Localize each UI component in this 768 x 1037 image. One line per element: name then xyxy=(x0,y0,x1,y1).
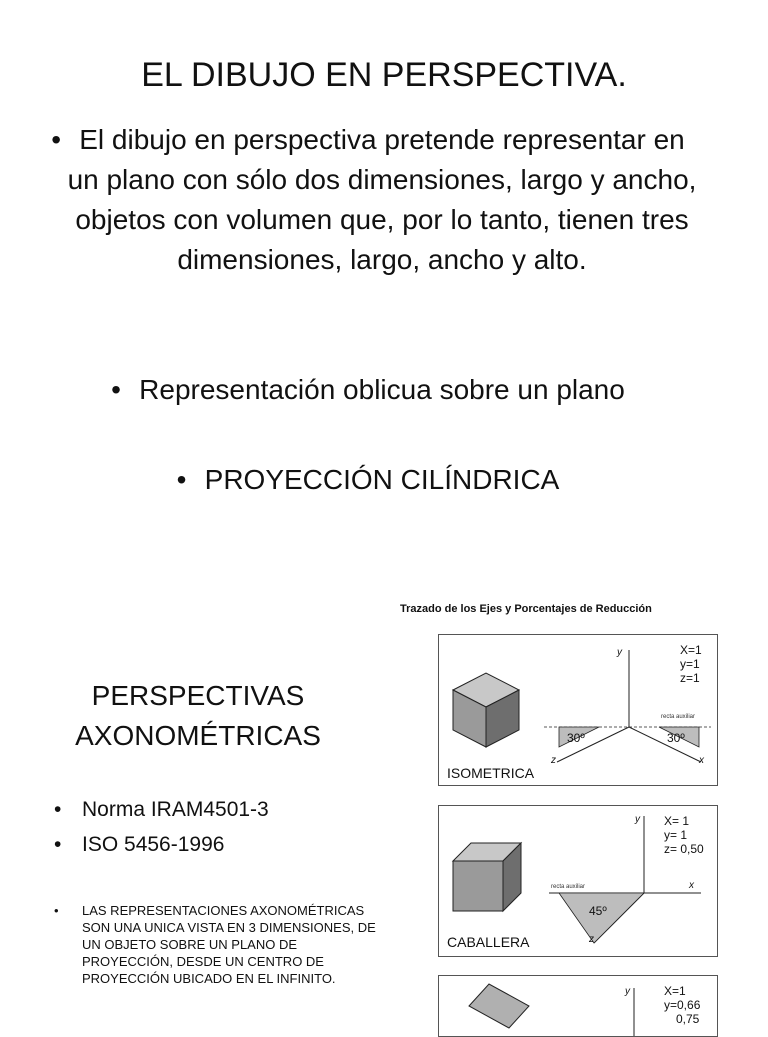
value-x: X= 1 xyxy=(664,814,690,828)
slide-1-bullet-3 xyxy=(62,460,702,500)
angle-right-label: 30º xyxy=(667,731,685,745)
slide-1-bullet-2 xyxy=(62,370,702,410)
panel-isometrica xyxy=(438,634,718,786)
angle-left-label: 30º xyxy=(567,731,585,745)
slide-2-small-bullet xyxy=(54,902,387,987)
title-line-1: PERSPECTIVAS xyxy=(91,680,305,711)
value-y: y=0,66 xyxy=(664,998,701,1012)
panel-third xyxy=(438,975,718,1037)
bullet-text: Representación oblicua sobre un plano xyxy=(139,374,625,405)
axis-z-label: z xyxy=(589,934,594,945)
panel-label: CABALLERA xyxy=(447,934,530,950)
recta-auxiliar-note: recta auxiliar xyxy=(661,714,696,720)
value-x: X=1 xyxy=(664,984,686,998)
value-x: X=1 xyxy=(680,643,702,657)
recta-auxiliar-note: recta auxiliar xyxy=(551,884,586,890)
reduction-values xyxy=(680,643,702,685)
bullet-dot: • xyxy=(54,833,62,856)
slide-2-bullet-1 xyxy=(54,798,269,822)
slide-2-bullet-2 xyxy=(54,833,225,857)
bullet-text: El dibujo en perspectiva pretende representar en un plano con sólo dos dimensiones, largo y ancho, objetos con volumen que, por lo tanto, tienen tres dimensiones, largo, ancho y alto. xyxy=(67,124,697,275)
bullet-dot: • xyxy=(54,903,59,918)
bullet-dot: • xyxy=(111,374,121,405)
angle-label: 45º xyxy=(589,904,607,918)
isometric-diagram xyxy=(439,635,717,785)
reduction-values xyxy=(664,984,700,1026)
bullet-text: ISO 5456-1996 xyxy=(82,833,225,856)
value-y: y= 1 xyxy=(664,828,688,842)
panel-label: ISOMETRICA xyxy=(447,765,535,781)
reduction-values xyxy=(664,814,704,856)
slide-1-bullet-1 xyxy=(51,120,702,280)
bullet-dot: • xyxy=(176,464,187,495)
axis-y-label: y xyxy=(617,647,622,658)
axis-y-label: y xyxy=(635,814,640,825)
figure-title: Trazado de los Ejes y Porcentajes de Reducción xyxy=(400,603,652,615)
bullet-dot: • xyxy=(54,798,62,821)
axis-y-label: y xyxy=(625,986,630,997)
bullet-dot: • xyxy=(51,124,62,155)
title-line-2: AXONOMÉTRICAS xyxy=(75,720,321,751)
axis-z-label: z xyxy=(551,755,556,766)
value-z: z= 0,50 xyxy=(664,842,704,856)
axis-x-label: x xyxy=(699,755,704,766)
axis-x-label: x xyxy=(689,880,694,891)
panel-caballera xyxy=(438,805,718,957)
value-y: y=1 xyxy=(680,657,700,671)
bullet-text: Norma IRAM4501-3 xyxy=(82,798,269,821)
value-z: z=1 xyxy=(680,671,700,685)
slide-1-title: EL DIBUJO EN PERSPECTIVA. xyxy=(141,56,627,94)
bullet-text: PROYECCIÓN CILÍNDRICA xyxy=(204,464,560,495)
slide-2-title xyxy=(0,676,396,756)
value-z: 0,75 xyxy=(676,1012,700,1026)
bullet-text: LAS REPRESENTACIONES AXONOMÉTRICAS SON UNA UNICA VISTA EN 3 DIMENSIONES, DE UN OBJETO SOBRE UN PLANO DE PROYECCIÓN, DESDE UN CENTRO DE PROYECCIÓN UBICADO EN EL INFINITO. xyxy=(82,903,376,986)
